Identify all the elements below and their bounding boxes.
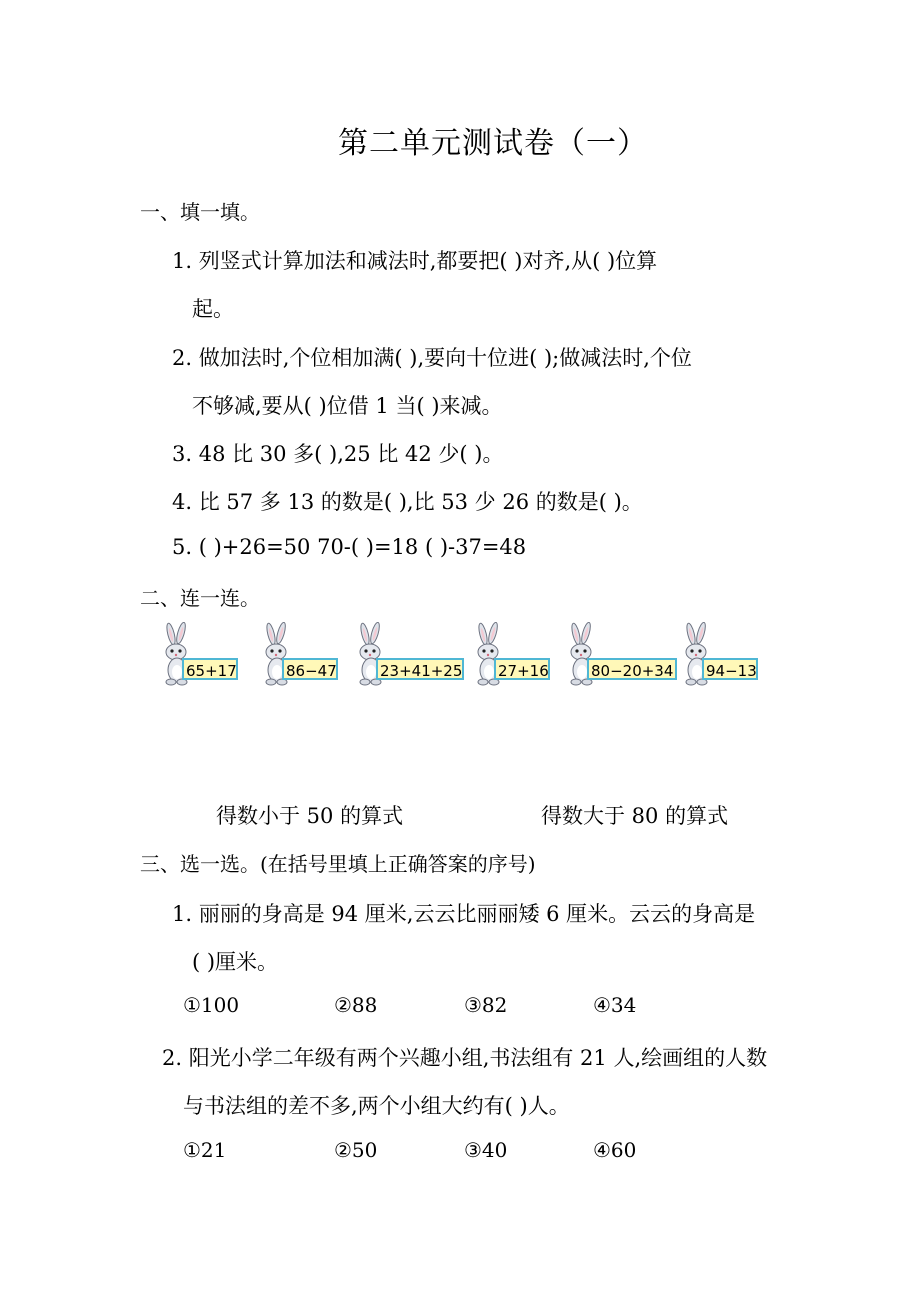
bunny-card-4[interactable] [472,622,552,688]
page-title: 第二单元测试卷（一） [338,126,648,161]
bunny-card-2[interactable] [260,622,340,688]
question-3-1-line-1: 1. 丽丽的身高是 94 厘米,云云比丽丽矮 6 厘米。云云的身高是 [172,902,756,926]
expression-tag-2: 86−47 [282,658,338,680]
question-3-2-option-4[interactable]: ④60 [593,1138,637,1162]
question-3-2-option-3[interactable]: ③40 [464,1138,508,1162]
question-3-1-option-4[interactable]: ④34 [593,993,637,1017]
question-1-4: 4. 比 57 多 13 的数是( ),比 53 少 26 的数是( )。 [172,490,643,514]
question-1-1-line-1: 1. 列竖式计算加法和减法时,都要把( )对齐,从( )位算 [172,249,658,273]
section-1-heading: 一、填一填。 [140,200,260,224]
bunny-card-3[interactable] [354,622,466,688]
question-3-2-line-1: 2. 阳光小学二年级有两个兴趣小组,书法组有 21 人,绘画组的人数 [162,1046,768,1070]
bunny-card-1[interactable] [160,622,240,688]
question-3-2-line-2: 与书法组的差不多,两个小组大约有( )人。 [183,1094,570,1118]
question-1-2-line-2: 不够减,要从( )位借 1 当( )来减。 [192,394,503,418]
bunny-card-5[interactable] [565,622,677,688]
question-1-2-line-1: 2. 做加法时,个位相加满( ),要向十位进( );做减法时,个位 [172,346,692,370]
question-3-2-option-1[interactable]: ①21 [183,1138,227,1162]
question-1-3: 3. 48 比 30 多( ),25 比 42 少( )。 [172,442,504,466]
question-3-1-line-2: ( )厘米。 [192,950,279,974]
question-3-2-option-2[interactable]: ②50 [334,1138,378,1162]
question-3-1-option-3[interactable]: ③82 [464,993,508,1017]
question-3-1-option-2[interactable]: ②88 [334,993,378,1017]
expression-tag-1: 65+17 [182,658,238,680]
expression-tag-5: 80−20+34 [587,658,677,680]
expression-tag-6: 94−13 [702,658,758,680]
category-less-than-50[interactable]: 得数小于 50 的算式 [216,804,404,828]
section-2-heading: 二、连一连。 [140,586,260,610]
bunny-card-6[interactable] [680,622,760,688]
question-3-1-option-1[interactable]: ①100 [183,993,240,1017]
category-greater-than-80[interactable]: 得数大于 80 的算式 [541,804,729,828]
question-1-5: 5. ( )+26=50 70-( )=18 ( )-37=48 [172,535,527,559]
section-3-heading: 三、选一选。(在括号里填上正确答案的序号) [140,852,536,876]
expression-tag-4: 27+16 [494,658,550,680]
question-1-1-line-2: 起。 [192,297,234,321]
expression-tag-3: 23+41+25 [376,658,464,680]
